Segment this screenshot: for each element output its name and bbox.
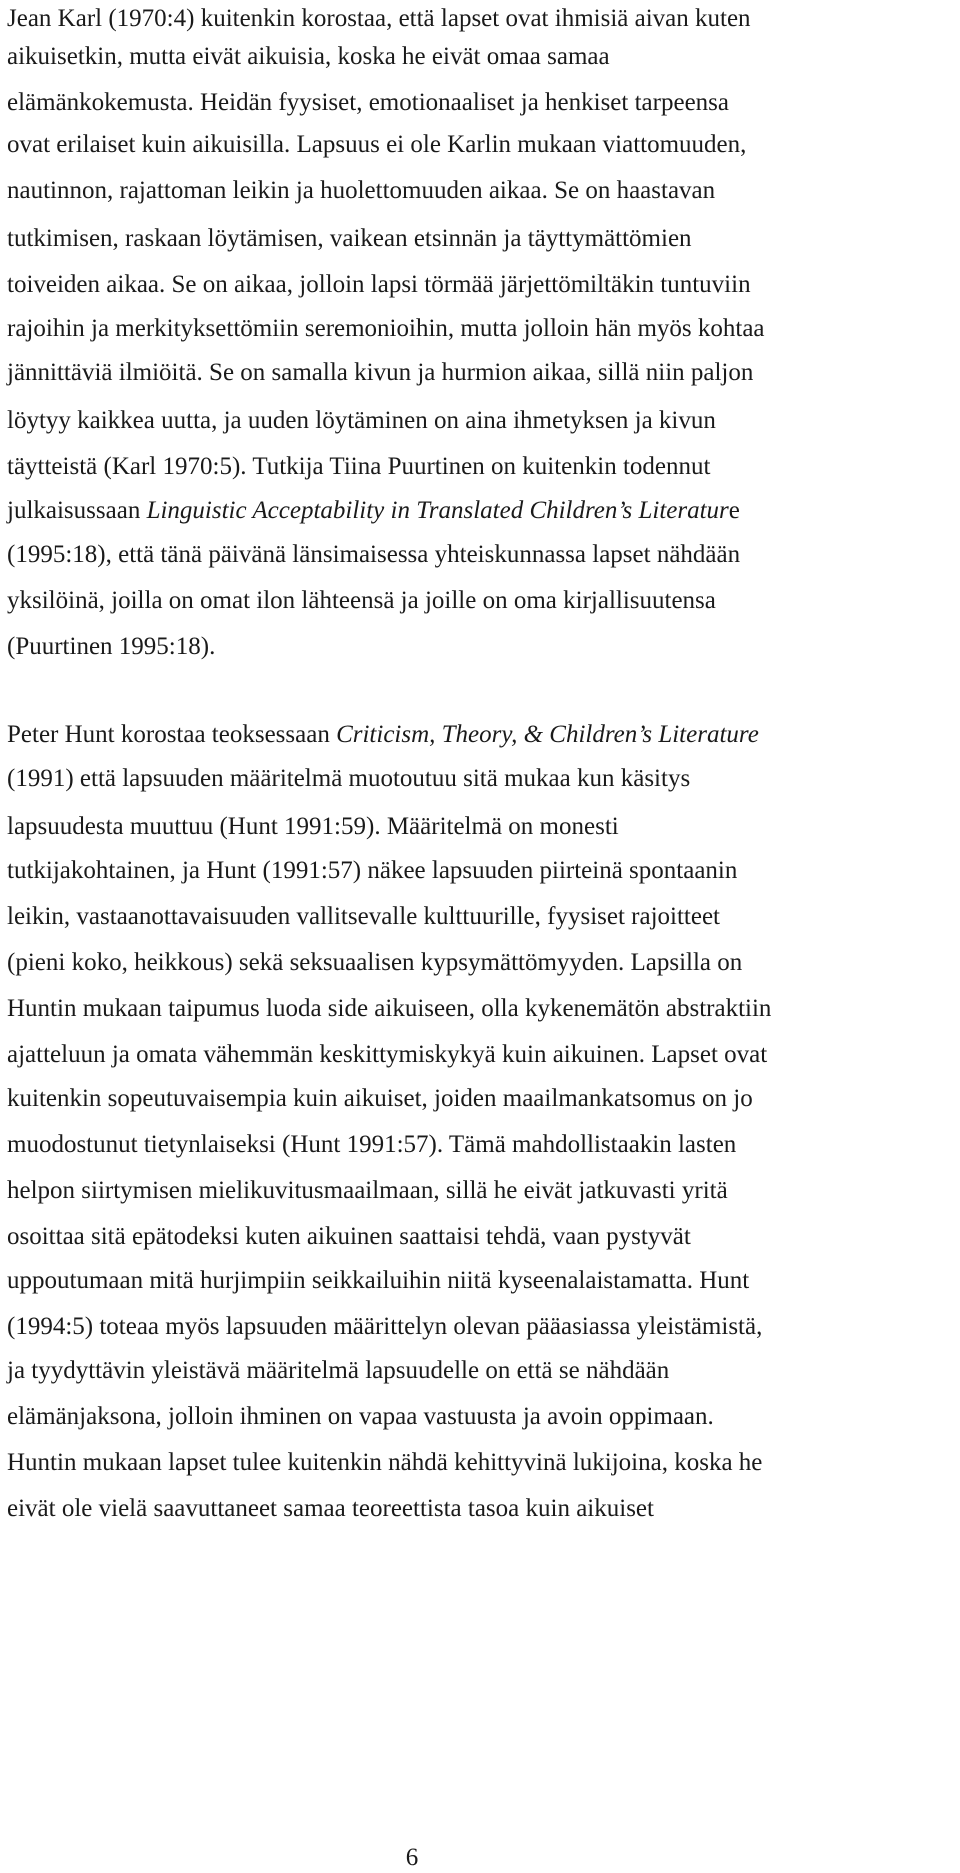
paragraph-line: tutkijakohtainen, ja Hunt (1991:57) näkee lapsuuden piirteinä spontaanin (7, 857, 738, 884)
paragraph-line: tutkimisen, raskaan löytämisen, vaikean etsinnän ja täyttymättömien (7, 225, 692, 252)
paragraph-line: (Puurtinen 1995:18). (7, 633, 216, 660)
paragraph-line: osoittaa sitä epätodeksi kuten aikuinen saattaisi tehdä, vaan pystyvät (7, 1223, 691, 1250)
paragraph-line: lapsuudesta muuttuu (Hunt 1991:59). Määritelmä on monesti (7, 813, 619, 840)
paragraph-line: löytyy kaikkea uutta, ja uuden löytäminen on aina ihmetyksen ja kivun (7, 407, 716, 434)
paragraph-line: eivät ole vielä saavuttaneet samaa teoreettista tasoa kuin aikuiset (7, 1495, 654, 1522)
paragraph-line: (pieni koko, heikkous) sekä seksuaalisen kypsymättömyyden. Lapsilla on (7, 949, 743, 976)
paragraph-line: uppoutumaan mitä hurjimpiin seikkailuihin niitä kyseenalaistamatta. Hunt (7, 1267, 750, 1294)
document-page (7, 0, 957, 1870)
paragraph-line: leikin, vastaanottavaisuuden vallitsevalle kulttuurille, fyysiset rajoitteet (7, 903, 721, 930)
paragraph-line: muodostunut tietynlaiseksi (Hunt 1991:57). Tämä mahdollistaakin lasten (7, 1131, 737, 1158)
line-text: julkaisussaan (7, 497, 147, 524)
page-number: 6 (405, 1844, 419, 1871)
book-title-italic: Linguistic Acceptability in Translated Children’s Literatur (146, 497, 729, 524)
paragraph-line: Huntin mukaan lapset tulee kuitenkin nähdä kehittyvinä lukijoina, koska he (7, 1449, 763, 1476)
line-text: Peter Hunt korostaa teoksessaan (7, 721, 337, 748)
paragraph-line: kuitenkin sopeutuvaisempia kuin aikuiset, joiden maailmankatsomus on jo (7, 1085, 753, 1112)
paragraph-line: (1994:5) toteaa myös lapsuuden määrittelyn olevan pääasiassa yleistämistä, (7, 1313, 763, 1340)
paragraph-line: ja tyydyttävin yleistävä määritelmä lapsuudelle on että se nähdään (7, 1357, 670, 1384)
paragraph-line: elämänkokemusta. Heidän fyysiset, emotionaaliset ja henkiset tarpeensa (7, 89, 729, 116)
paragraph-line: ovat erilaiset kuin aikuisilla. Lapsuus ei ole Karlin mukaan viattomuuden, (7, 131, 747, 158)
paragraph-line: helpon siirtymisen mielikuvitusmaailmaan, sillä he eivät jatkuvasti yritä (7, 1177, 728, 1204)
paragraph-line: (1991) että lapsuuden määritelmä muotoutuu sitä mukaa kun käsitys (7, 765, 691, 792)
paragraph-line: yksilöinä, joilla on omat ilon lähteensä ja joille on oma kirjallisuutensa (7, 587, 716, 614)
paragraph-line: toiveiden aikaa. Se on aikaa, jolloin lapsi törmää järjettömiltäkin tuntuviin (7, 271, 751, 298)
paragraph-line: ajatteluun ja omata vähemmän keskittymiskykyä kuin aikuinen. Lapset ovat (7, 1041, 768, 1068)
paragraph-line (7, 720, 759, 750)
paragraph-line: elämänjaksona, jolloin ihminen on vapaa vastuusta ja avoin oppimaan. (7, 1403, 714, 1430)
paragraph-line: jännittäviä ilmiöitä. Se on samalla kivun ja hurmion aikaa, sillä niin paljon (7, 359, 754, 386)
paragraph-line: täytteistä (Karl 1970:5). Tutkija Tiina Puurtinen on kuitenkin todennut (7, 453, 711, 480)
paragraph-line: nautinnon, rajattoman leikin ja huolettomuuden aikaa. Se on haastavan (7, 177, 716, 204)
paragraph-line: aikuisetkin, mutta eivät aikuisia, koska he eivät omaa samaa (7, 43, 610, 70)
line-text: e (728, 497, 740, 524)
paragraph-line (7, 496, 740, 526)
book-title-italic: Criticism, Theory, & Children’s Literature (336, 721, 759, 748)
paragraph-line: Jean Karl (1970:4) kuitenkin korostaa, että lapset ovat ihmisiä aivan kuten (7, 5, 751, 32)
paragraph-line: rajoihin ja merkityksettömiin seremonioihin, mutta jolloin hän myös kohtaa (7, 315, 765, 342)
paragraph-line: (1995:18), että tänä päivänä länsimaisessa yhteiskunnassa lapset nähdään (7, 541, 741, 568)
paragraph-line: Huntin mukaan taipumus luoda side aikuiseen, olla kykenemätön abstraktiin (7, 995, 772, 1022)
